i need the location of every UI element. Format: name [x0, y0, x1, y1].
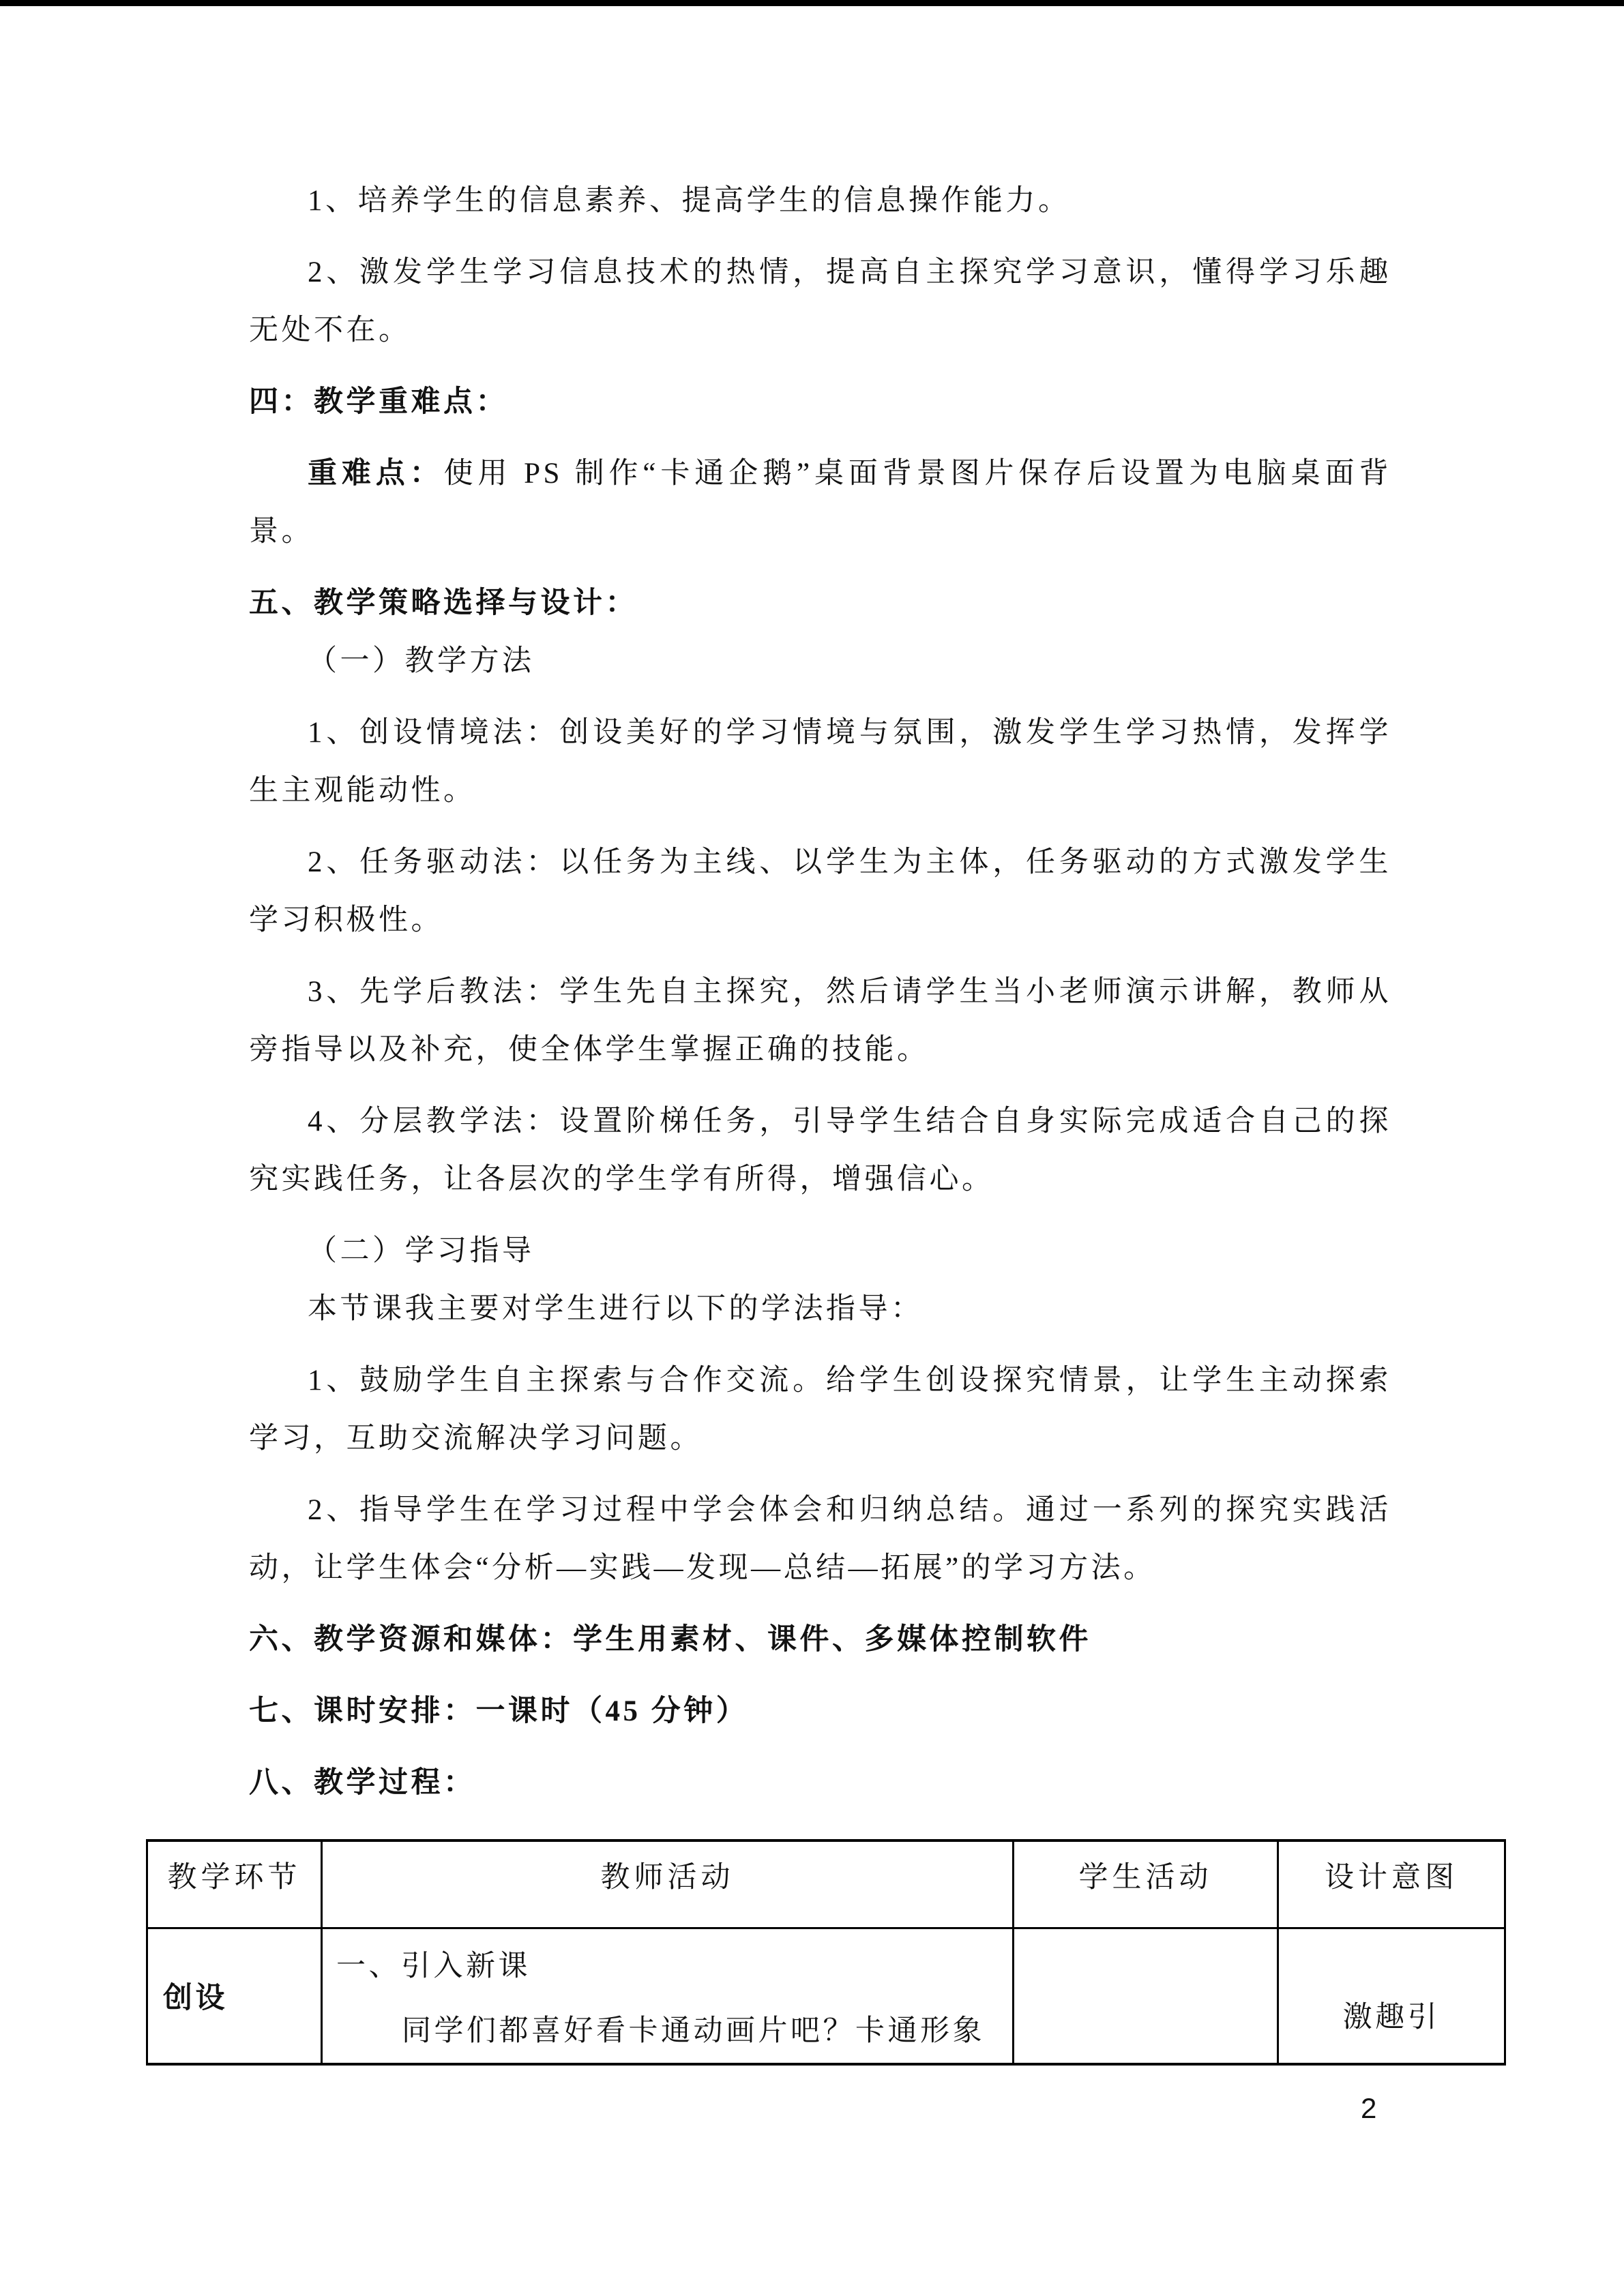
section-heading-8: 八、教学过程：: [249, 1767, 476, 1799]
section-heading-5: 五、教学策略选择与设计：: [249, 587, 638, 619]
paragraph-lead-bold: 重难点：: [308, 458, 444, 490]
cell-stage: 创设: [147, 1928, 322, 2064]
design-intent-text: 激趣引: [1342, 2001, 1441, 2033]
table-header-row: [147, 1840, 1505, 1928]
paragraph-method-3: 3、先学后教法：学生先自主探究，然后请学生当小老师演示讲解，教师从旁指导以及补充，使全体学生掌握正确的技能。: [249, 976, 1391, 1066]
paragraph-guidance-intro: 本节课我主要对学生进行以下的学法指导：: [308, 1293, 924, 1325]
paragraph-method-1: 1、创设情境法：创设美好的学习情境与氛围，激发学生学习热情，发挥学生主观能动性。: [249, 717, 1391, 807]
subsection-heading-method: （一）教学方法: [308, 645, 535, 677]
teacher-activity-line-2: 同学们都喜好看卡通动画片吧？卡通形象: [402, 2014, 985, 2047]
paragraph-method-4: 4、分层教学法：设置阶梯任务，引导学生结合自身实际完成适合自己的探究实践任务，让各层次的学生学有所得，增强信心。: [249, 1105, 1391, 1195]
section-heading-6: 六、教学资源和媒体：学生用素材、课件、多媒体控制软件: [249, 1624, 1091, 1656]
paragraph-guidance-1: 1、鼓励学生自主探索与合作交流。给学生创设探究情景，让学生主动探索学习，互助交流解决学习问题。: [249, 1365, 1391, 1455]
paragraph-guidance-2: 2、指导学生在学习过程中学会体会和归纳总结。通过一系列的探究实践活动，让学生体会“分析—实践—发现—总结—拓展”的学习方法。: [249, 1494, 1391, 1584]
cell-design-intent: [1278, 1928, 1505, 2064]
column-header-teacher-activity: 教师活动: [322, 1840, 1014, 1928]
section-heading-4: 四：教学重难点：: [249, 386, 508, 418]
paragraph-method-2: 2、任务驱动法：以任务为主线、以学生为主体，任务驱动的方式激发学生学习积极性。: [249, 846, 1391, 936]
document-content: [163, 172, 1458, 2066]
scan-artifact-top-bar: [0, 0, 1624, 6]
teacher-activity-line-1: 一、引入新课: [336, 1950, 531, 1982]
paragraph-goal-2: 2、激发学生学习信息技术的热情，提高自主探究学习意识，懂得学习乐趣无处不在。: [249, 256, 1391, 346]
teaching-process-table: [146, 1839, 1506, 2066]
column-header-student-activity: 学生活动: [1014, 1840, 1278, 1928]
table-row: [147, 1928, 1505, 2064]
column-header-stage: 教学环节: [147, 1840, 322, 1928]
paragraph-key-points: [249, 445, 1391, 561]
paragraph-key-points-text: 使用 PS 制作“卡通企鹅”桌面背景图片保存后设置为电脑桌面背景。: [249, 458, 1391, 548]
column-header-design-intent: 设计意图: [1278, 1840, 1505, 1928]
paragraph-goal-1: 1、培养学生的信息素养、提高学生的信息操作能力。: [308, 185, 1071, 217]
cell-student-activity: [1014, 1928, 1278, 2064]
section-heading-7: 七、课时安排：一课时（45 分钟）: [249, 1695, 749, 1727]
page-number: 2: [1361, 2092, 1377, 2124]
cell-teacher-activity: [322, 1928, 1014, 2064]
subsection-heading-guidance: （二）学习指导: [308, 1235, 535, 1267]
